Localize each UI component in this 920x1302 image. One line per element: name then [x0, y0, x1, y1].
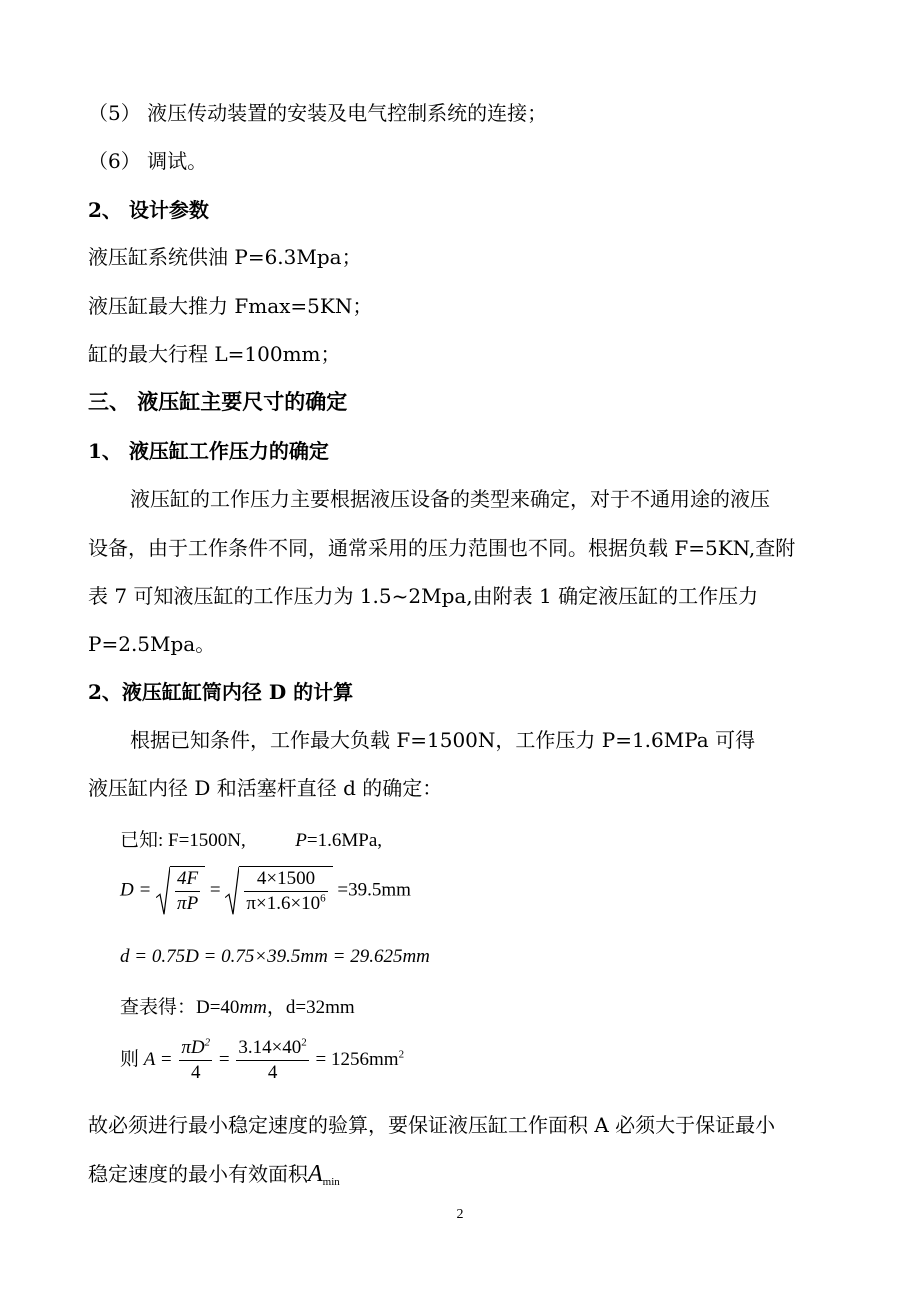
frac-denominator: 4	[267, 1062, 278, 1083]
page-number: 2	[456, 1207, 464, 1222]
lookup-suffix: ，d=32mm	[266, 997, 355, 1018]
fraction-numeric	[244, 867, 327, 916]
paragraph-line: 表 7 可知液压缸的工作压力为 1.5~2Mpa,由附表 1 确定液压缸的工作压力	[88, 584, 759, 608]
param-supply-pressure: 液压缸系统供油 P=6.3Mpa；	[88, 245, 362, 269]
paragraph-line: 故必须进行最小稳定速度的验算，要保证液压缸工作面积 A 必须大于保证最小	[88, 1113, 776, 1137]
paragraph-line: 根据已知条件，工作最大负载 F=1500N，工作压力 P=1.6MPa 可得	[130, 728, 756, 752]
known-p-value: =1.6MPa,	[306, 830, 383, 851]
fraction-pid2-4	[179, 1036, 212, 1085]
frac-numerator: $\pi D^2$	[179, 1036, 212, 1061]
eq-a-lhs: A =	[143, 1048, 173, 1070]
section-heading-bore-diameter: 2、液压缸缸筒内径 D 的计算	[88, 680, 354, 704]
sqrt-1	[156, 866, 205, 916]
frac-numerator: 4×1500	[244, 867, 327, 892]
frac-denominator: 4	[190, 1062, 201, 1083]
table-lookup-result	[120, 992, 355, 1019]
paragraph-line: P=2.5Mpa。	[88, 632, 216, 656]
amin-symbol: A	[308, 1161, 323, 1187]
known-values	[120, 825, 382, 852]
eq-d-lhs: D =	[120, 879, 152, 901]
fraction-numeric-area	[236, 1036, 308, 1085]
chapter-heading-cylinder-dimensions: 三、 液压缸主要尺寸的确定	[88, 389, 348, 414]
known-p-symbol: P	[295, 830, 307, 851]
equals-sign: =	[209, 879, 221, 901]
lookup-unit: mm	[239, 997, 267, 1018]
eq-a-result: = $1256mm^2$	[315, 1048, 405, 1070]
paragraph-line: 设备，由于工作条件不同，通常采用的压力范围也不同。根据负载 F=5KN,查附	[88, 536, 796, 560]
frac-denominator: $\pi\times 1.6\times 10^6$	[246, 892, 326, 914]
eq-d-result: =39.5mm	[337, 879, 411, 901]
fraction-4f-pip	[175, 867, 200, 916]
frac-denominator: πP	[177, 893, 199, 914]
amin-subscript: min	[322, 1176, 340, 1188]
paragraph-line: 液压缸内径 D 和活塞杆直径 d 的确定：	[88, 776, 443, 800]
param-max-stroke: 缸的最大行程 L=100mm；	[88, 342, 341, 366]
eq-a-prefix: 则	[120, 1048, 140, 1070]
list-item-6: （6） 调试。	[88, 149, 208, 173]
paragraph-line-amin	[88, 1160, 340, 1196]
equals-sign: =	[218, 1048, 230, 1070]
sqrt-sign-icon	[156, 866, 170, 916]
frac-numerator: 4F	[175, 867, 200, 892]
known-prefix: 已知: F=1500N,	[120, 830, 246, 851]
sqrt-sign-icon	[225, 866, 239, 916]
equation-rod-diameter: d = 0.75D = 0.75×39.5mm = 29.625mm	[120, 946, 430, 967]
sqrt-2	[225, 866, 332, 916]
lookup-prefix: 查表得：D=40	[120, 997, 240, 1018]
section-heading-design-params: 2、 设计参数	[88, 198, 209, 222]
paragraph-text: 稳定速度的最小有效面积	[88, 1162, 308, 1186]
paragraph-line: 液压缸的工作压力主要根据液压设备的类型来确定，对于不通用途的液压	[130, 487, 770, 511]
equation-bore-diameter	[120, 866, 411, 916]
frac-numerator: $3.14\times 40^2$	[236, 1036, 308, 1061]
param-max-thrust: 液压缸最大推力 Fmax=5KN；	[88, 294, 373, 318]
section-heading-working-pressure: 1、 液压缸工作压力的确定	[88, 439, 329, 463]
equation-area	[120, 1036, 404, 1085]
list-item-5: （5） 液压传动装置的安装及电气控制系统的连接；	[88, 101, 548, 125]
